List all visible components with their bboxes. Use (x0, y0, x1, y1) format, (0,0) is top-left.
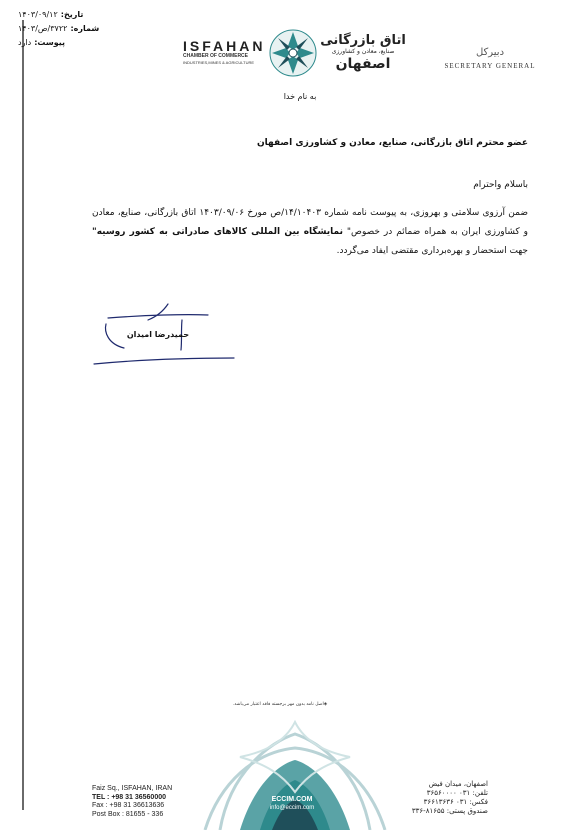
logo-fa-line1: اتاق بازرگانی (320, 33, 406, 48)
logo-fa-line2: صنایع، معادن و کشاورزی (331, 48, 395, 55)
left-border-line (22, 20, 24, 810)
logo-fa-line3: اصفهان (335, 56, 391, 72)
attachment-value: دارد (18, 38, 32, 47)
date-row (18, 8, 208, 22)
letter-body (92, 204, 528, 261)
number-row (18, 22, 208, 36)
footer-fa-line2: تلفن: ۰۳۱ ۳۶۵۶۰۰۰۰ (426, 789, 488, 797)
footer-fa-line1: اصفهان، میدان فیض (428, 780, 488, 788)
footer-fa-line3: فکس: ۰۳۱ ۳۶۶۱۳۶۳۶ (423, 798, 488, 806)
logo-persian (318, 33, 408, 72)
bismillah: به نام خدا (283, 92, 317, 101)
secretary-general-title (440, 46, 540, 72)
date-label: تاریخ: (60, 10, 84, 19)
footer-website: ECCIM.COM (271, 796, 313, 803)
logo-english (183, 39, 279, 66)
footer-fa-line4: صندوق پستی: ۸۱۶۵۵-۳۳۶ (411, 807, 488, 815)
body-part1: ضمن آرزوی سلامتی و بهروزی، به پیوست نامه شماره ۱۴/۱۰۴۰۳/ص مورخ ۱۴۰۳/۰۹/۰۶ اتاق بازرگانی، صنایع، معادن و کشاورزی ایران به همراه ضمائم در خصوص" (92, 208, 528, 237)
logo-en-sub1: CHAMBER OF COMMERCE (183, 53, 248, 59)
attachment-row (18, 36, 208, 50)
footer-en-line1: Faiz Sq., ISFAHAN, IRAN (92, 785, 173, 792)
secretary-en: SECRETARY GENERAL (444, 62, 536, 70)
logo-en-main: ISFAHAN (183, 38, 266, 54)
footer-email: info@eccim.com (269, 805, 315, 811)
footer-address-fa (380, 780, 488, 816)
addressee: عضو محترم اتاق بازرگانی، صنایع، معادن و کشاورزی اصفهان (256, 138, 528, 148)
footer-web (252, 796, 332, 812)
logo-en-sub2: INDUSTRIES,MINES & AGRICULTURE (183, 60, 255, 65)
footer-en-line2: TEL : +98 31 36560000 (92, 793, 167, 801)
letter-meta (18, 8, 208, 50)
attachment-label: پیوست: (34, 38, 66, 47)
date-value: ۱۴۰۳/۰۹/۱۲ (18, 10, 58, 19)
number-label: شماره: (70, 24, 100, 33)
footer-emblem-art (200, 712, 390, 830)
chamber-emblem-icon (268, 28, 318, 78)
footer-en-line4: Post Box : 81655 - 336 (92, 810, 164, 818)
number-value: ۳۷۲۲/ص/۱۴۰۳ (18, 24, 68, 33)
signatory-name: حمیدرضا امیدان (126, 330, 190, 339)
footer-en-line3: Fax : +98 31 36613636 (92, 802, 165, 809)
body-part2: جهت استحضار و بهره‌برداری مقتضی ایفاد می‌گردد. (336, 246, 528, 256)
secretary-fa: دبیرکل (475, 47, 505, 58)
stamp-note: ◈اصل نامه بدون مهر برجسته فاقد اعتبار می‌باشد. (232, 702, 328, 707)
body-bold: نمایشگاه بین المللی کالاهای صادراتی به کشور روسیه" (92, 227, 343, 237)
footer-address-en (92, 785, 222, 819)
greeting: باسلام واحترام (473, 180, 528, 190)
